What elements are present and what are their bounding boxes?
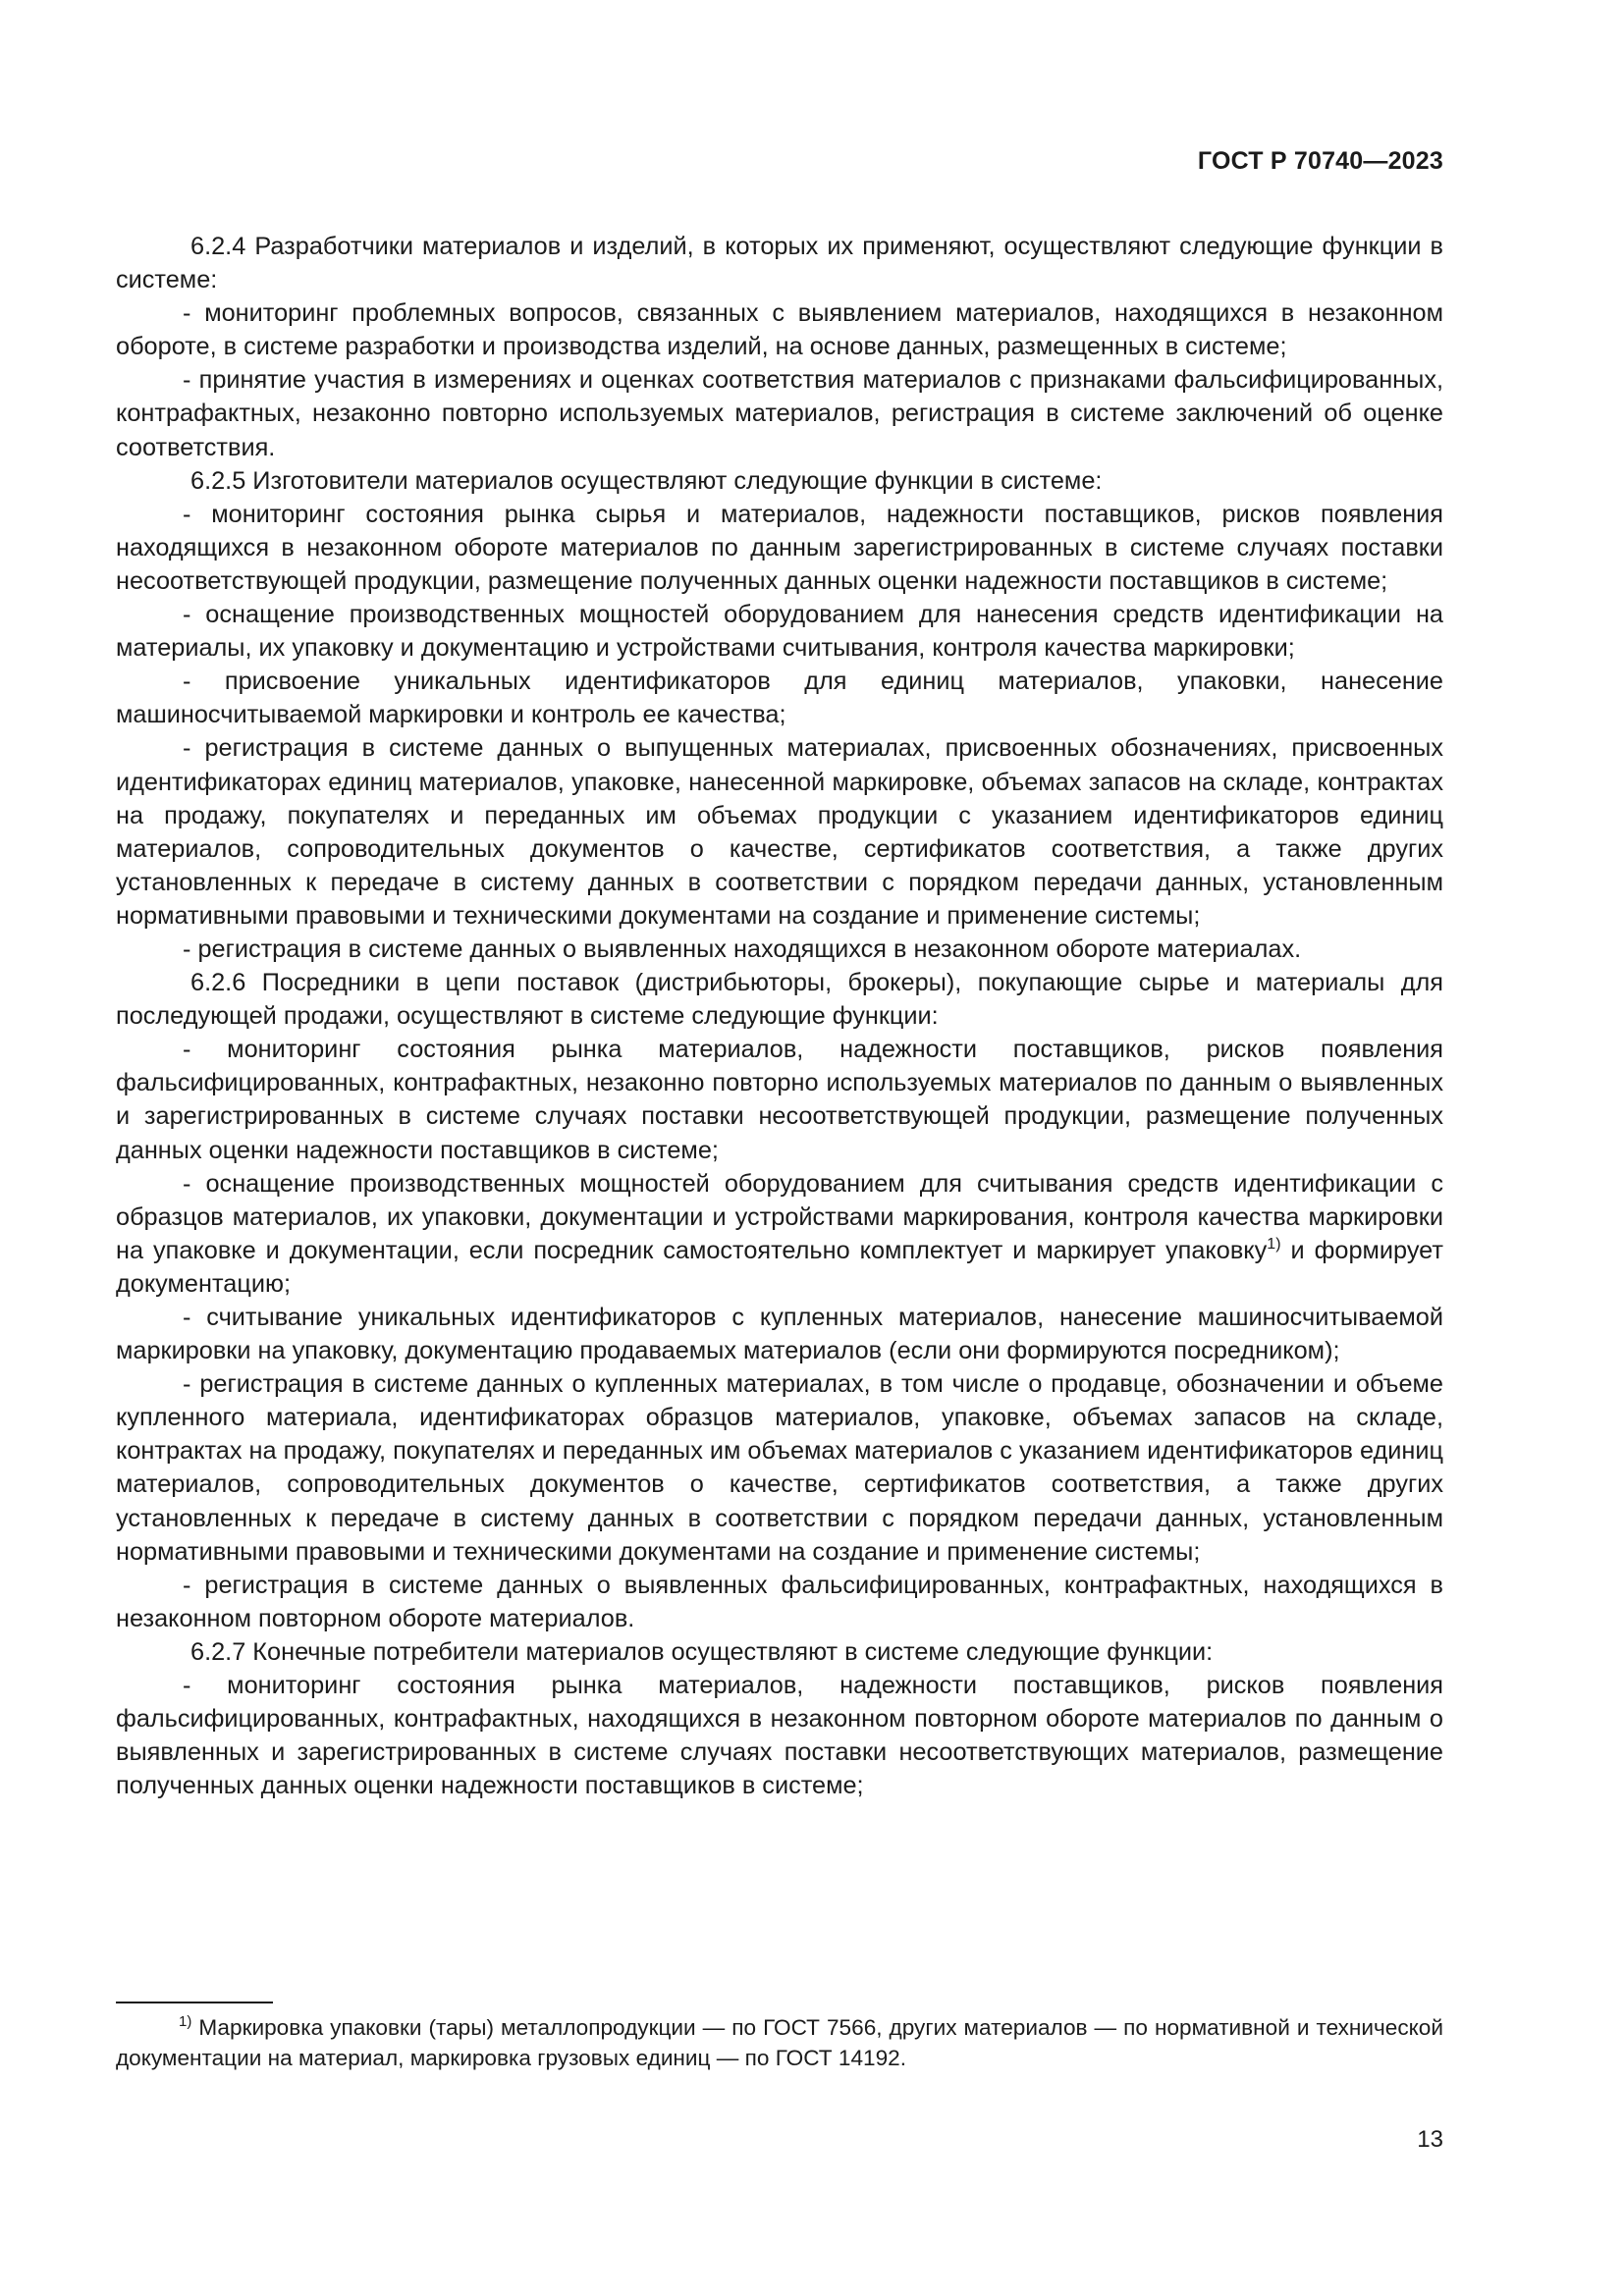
list-item: - считывание уникальных идентификаторов с купленных материалов, нанесение машиносчитываемой маркировки на упаковку, документацию продаваемых материалов (если они формируются посредником); bbox=[116, 1304, 1443, 1365]
list-item: - мониторинг состояния рынка материалов, надежности поставщиков, рисков появления фальсифицированных, контрафактных, незаконно повторно используемых материалов по данным о выявленных и зарегистрированных в системе случаях поставки несоответствующей продукции, размещение полученных данных оценки надежности поставщиков в системе; bbox=[116, 1036, 1443, 1164]
footnote bbox=[116, 2012, 1443, 2073]
clause-6-2-7: 6.2.7 Конечные потребители материалов осуществляют в системе следующие функции: bbox=[190, 1637, 1214, 1666]
footnote-divider bbox=[116, 2002, 273, 2003]
clause-6-2-5: 6.2.5 Изготовители материалов осуществляют следующие функции в системе: bbox=[190, 466, 1103, 495]
list-item: - регистрация в системе данных о выявленных находящихся в незаконном обороте материалах. bbox=[183, 934, 1302, 963]
document-body bbox=[116, 230, 1443, 1802]
footnote-marker: 1) bbox=[179, 2013, 192, 2030]
list-item: - присвоение уникальных идентификаторов для единиц материалов, упаковки, нанесение машиносчитываемой маркировки и контроль ее качества; bbox=[116, 667, 1443, 729]
list-item: - мониторинг состояния рынка сырья и материалов, надежности поставщиков, рисков появления находящихся в незаконном обороте материалов по данным зарегистрированных в системе случаях поставки несоответствующей продукции, размещение полученных данных оценки надежности поставщиков в системе; bbox=[116, 500, 1443, 595]
list-item: - регистрация в системе данных о купленных материалах, в том числе о продавце, обозначении и объеме купленного материала, идентификаторах образцов материалов, упаковке, объемах запасов на складе, контрактах на продажу, покупателях и переданных им объемах материалов с указанием идентификаторов единиц материалов, сопроводительных документов о качестве, сертификатов соответствия, а также других установленных к передаче в систему данных в соответствии с порядком передачи данных, установленным нормативными правовыми и техническими документами на создание и применение системы; bbox=[116, 1370, 1443, 1566]
footnote-reference[interactable]: 1) bbox=[1267, 1235, 1281, 1253]
list-item: - мониторинг проблемных вопросов, связанных с выявлением материалов, находящихся в незаконном обороте, в системе разработки и производства изделий, на основе данных, размещенных в системе; bbox=[116, 299, 1443, 361]
list-item: - регистрация в системе данных о выпущенных материалах, присвоенных обозначениях, присвоенных идентификаторах единиц материалов, упаковке, нанесенной маркировке, объемах запасов на складе, контрактах на продажу, покупателях и переданных им объемах продукции с указанием идентификаторов единиц материалов, сопроводительных документов о качестве, сертификатов соответствия, а также других установленных к передаче в систему данных в соответствии с порядком передачи данных, установленным нормативными правовыми и техническими документами на создание и применение системы; bbox=[116, 734, 1443, 930]
list-item-text: - оснащение производственных мощностей оборудованием для считывания средств идентификации с образцов материалов, их упаковки, документации и устройствами маркирования, контроля качества маркировки на упаковке и документации, если посредник самостоятельно комплектует и маркирует упаковку bbox=[116, 1169, 1443, 1264]
document-page bbox=[116, 0, 1443, 2296]
clause-6-2-4: 6.2.4 Разработчики материалов и изделий, в которых их применяют, осуществляют следующие функции в системе: bbox=[116, 233, 1443, 294]
list-item: - регистрация в системе данных о выявленных фальсифицированных, контрафактных, находящихся в незаконном повторном обороте материалов. bbox=[116, 1571, 1443, 1632]
list-item: - принятие участия в измерениях и оценках соответствия материалов с признаками фальсифицированных, контрафактных, незаконно повторно используемых материалов, регистрация в системе заключений об оценке соответствия. bbox=[116, 366, 1443, 461]
list-item bbox=[116, 1167, 1443, 1301]
list-item: - оснащение производственных мощностей оборудованием для нанесения средств идентификации на материалы, их упаковку и документацию и устройствами считывания, контроля качества маркировки; bbox=[116, 601, 1443, 663]
clause-6-2-6: 6.2.6 Посредники в цепи поставок (дистрибьюторы, брокеры), покупающие сырье и материалы для последующей продажи, осуществляют в системе следующие функции: bbox=[116, 969, 1443, 1031]
list-item-text-continued: и формирует документацию; bbox=[116, 1236, 1444, 1298]
footnote-text: Маркировка упаковки (тары) металлопродукции — по ГОСТ 7566, других материалов — по нормативной и технической документации на материал, маркировка грузовых единиц — по ГОСТ 14192. bbox=[116, 2015, 1443, 2070]
list-item: - мониторинг состояния рынка материалов, надежности поставщиков, рисков появления фальсифицированных, контрафактных, находящихся в незаконном повторном обороте материалов по данным о выявленных и зарегистрированных в системе случаях поставки несоответствующих материалов, размещение полученных данных оценки надежности поставщиков в системе; bbox=[116, 1672, 1443, 1800]
page-number: 13 bbox=[1417, 2126, 1443, 2153]
standard-code-header: ГОСТ Р 70740—2023 bbox=[1197, 147, 1443, 175]
